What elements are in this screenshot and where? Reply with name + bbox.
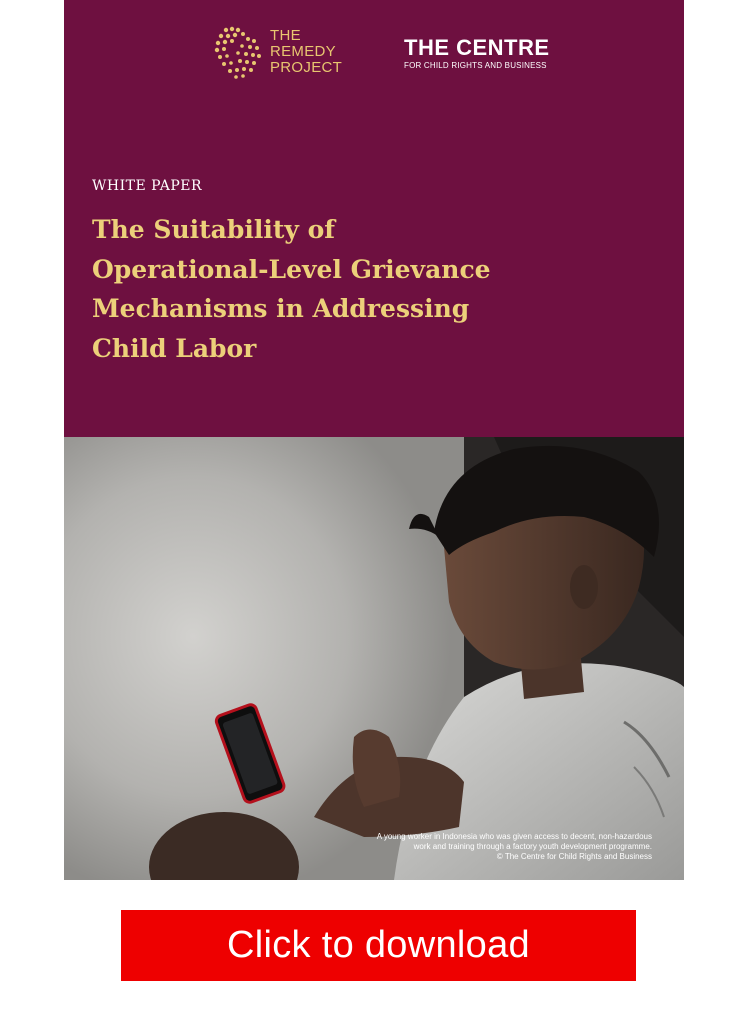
- remedy-line-2: REMEDY: [270, 43, 336, 60]
- remedy-line-3: PROJECT: [270, 59, 343, 76]
- caption-line: work and training through a factory youth development programme.: [413, 842, 652, 851]
- caption-line: A young worker in Indonesia who was given access to decent, non-hazardous: [376, 832, 652, 841]
- download-button[interactable]: [121, 910, 636, 981]
- remedy-project-logo: [212, 24, 362, 84]
- centre-subtitle: FOR CHILD RIGHTS AND BUSINESS: [404, 61, 547, 70]
- photo-caption: [312, 832, 652, 862]
- download-button-label: Click to download: [227, 924, 530, 966]
- title-line: Mechanisms in Addressing: [92, 294, 470, 323]
- title-line: Operational-Level Grievance: [92, 254, 491, 284]
- centre-title: THE CENTRE: [404, 35, 550, 60]
- document-type: WHITE PAPER: [92, 178, 203, 194]
- remedy-line-1: THE: [270, 27, 301, 44]
- white-paper-cover: [64, 0, 684, 880]
- centre-logo: [404, 36, 574, 76]
- dotted-hands-icon: [212, 24, 264, 80]
- worker-photo-illustration: [64, 437, 684, 880]
- title-line: The Suitability of: [92, 215, 336, 244]
- partner-logos: [64, 24, 684, 86]
- document-title: [92, 210, 562, 368]
- remedy-project-wordmark: [270, 28, 370, 76]
- title-line: Child Labor: [92, 333, 257, 363]
- cover-photo: [64, 437, 684, 880]
- caption-line: © The Centre for Child Rights and Business: [496, 852, 652, 861]
- cover-header: [64, 0, 684, 437]
